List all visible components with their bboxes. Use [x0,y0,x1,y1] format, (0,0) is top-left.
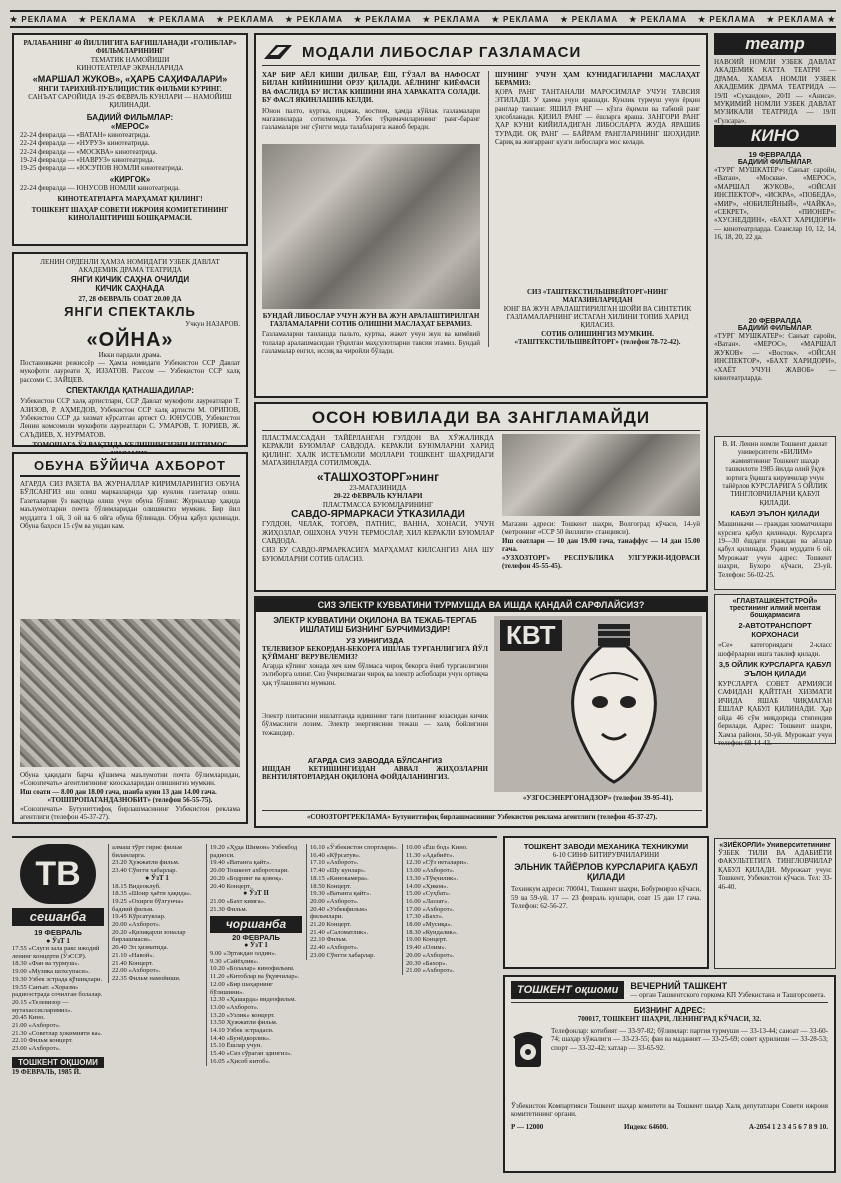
film-ad-title: «МАРШАЛ ЖУКОВ», «ҲАРБ САҲИФАЛАРИ» [32,73,228,84]
driver-body: КУРСЛАРГА СОВЕТ АРМИЯСИ САФИДАН ҚАЙТГАН ХИЗМАТИ ИЧИДА ЯШАБ ЧИҚМАГАН ЁШЛАР ҚАБУЛ ҚИЛИНАДИ. Ҳар ойда 46 сўм миқдорида стипендия берилади. Адрес: Тошкент шаҳри, Хамза райони, 50-уй. Мурожаат учун телефон 68-14-43. [718,680,832,747]
film-ad-film: «МЕРОС» [110,121,150,131]
energy-body1: ТЕЛЕВИЗОР БЕКОРДАН-БЕКОРГА ИШЛАБ ТУРГАНЛИГИГА ЙЎЛ ҚЎЙМАНГ ВЕРУВЕЛЕМИЗ? [262,645,488,662]
film-ad [12,33,248,246]
energy-body3: Электр плитасини ишлатганда идишнинг таги плитанинг юзасидан кичик бўлмаслиги лозим. Электр энергиясини тежаш — халқ бойлигини тежашдир. [262,711,488,737]
tv-schedule-item: 19.00 «Музика шохсупаси». [12,968,90,976]
university-small-head: «ЗИЁКОРЛИ» Университетининг [719,842,831,849]
transport-body: «Се» категориядаги 2-класс шофёрларни ишга таклиф қилади. [718,641,832,658]
driver-head: 3,5 ОЙЛИК КУРСЛАРГА ҚАБУЛ ЭЪЛОН ҚИЛАДИ [718,660,832,679]
household-hours: Иш соатлари — 10 дан 19.00 гача, танаффус — 14 дан 15.00 гача. [502,536,700,554]
university-small-ad [714,838,836,969]
tv-schedule-item: 23.20 Ҳужжатли фильм. [112,859,180,867]
subscription-footer: «Союзпечать» Бутуниттифоқ бирлашмасининг Узбекистон реклама агентлиги (телефон 45-37-27). [20,804,240,822]
reklama-label: ★ РЕКЛАМА [10,14,68,24]
tv-schedule-item: 22.10 Фильм. [310,936,348,944]
tv-schedule-item: 17.00 «Ахборот». [406,905,455,913]
tv-schedule-item: 23.00 «Ахборот». [12,1045,61,1053]
household-ad [254,402,708,592]
masthead-logo: ТОШКЕНТ оқшоми [511,981,624,999]
university-head: КАБУЛ ЭЪЛОН ҚИЛАДИ [730,509,820,519]
tv-schedule-item: 12.30 «Ҳашарда» видеофильм. [210,996,297,1004]
tv-col-3 [206,844,302,1066]
kino-banner: КИНО [714,125,836,147]
household-right [502,520,700,570]
fabrics-title: МОДАЛИ ЛИБОСЛАР ГАЗЛАМАСИ [302,43,582,61]
tv-schedule [306,844,398,960]
tv-schedule-item: 18.30 «Кундалик». [406,928,458,936]
tv-schedule-item: 21.30 «Советлар ҳокимияти ка». [12,1029,103,1037]
tv-schedule-item: 22.00 «Ахборот». [112,967,161,975]
reklama-label: ★ РЕКЛАМА [629,14,687,24]
film-ad-signature: ТОШКЕНТ ШАҲАР СОВЕТИ ИЖРОИЯ КОМИТЕТИНИНГ КИНОЛАШТИРИШ БОШҚАРМАСИ. [31,205,229,223]
tv-schedule-item: 23.00 Сўнгги хабарлар. [310,951,376,959]
reklama-label: ★ РЕКЛАМА [216,14,275,24]
tv-schedule-item: 20.30 «Бахор». [406,959,448,967]
technicum-sub: 6-10 СИНФ БИТИРУВЧИЛАРИНИ [552,851,660,859]
reklama-label: ★ РЕКЛАМА [697,14,756,24]
tv-schedule-item: 19.40 «Ватанга қайт». [210,859,272,867]
tv-schedule-item: 13.00 «Ахборот». [210,1003,259,1011]
tv-schedule-item: 20.00 «Ахборот». [310,897,359,905]
tv-schedule-item: 19.20 «Ҳуда Шимон» Узбекбод радиоси. [210,844,298,859]
household-items: ГУЛДОН, ЧЕЛАК, ТОГОРА, ПАТНИС, ВАННА, ХОНАСИ, УЧУН ЖИҲОЗЛАР, ОШХОНА УЧУН ТЕРМОСЛАР, ХИЛ КЕРАКЛИ БУЮМЛАР САВДОДА. [262,520,494,546]
tv-date: 19 ФЕВРАЛЬ [34,928,82,937]
tv-schedule-item: 16.05 «Ҳисоб китоб». [210,1057,271,1065]
energy-subhead2: АГАРДА СИЗ ЗАВОДДА БЎЛСАНГИЗ [307,755,443,765]
fabrics-header [262,39,700,66]
fabrics-left-col [262,71,480,370]
tv-wednesday: чоршанба [210,916,302,933]
fabrics-sign: СОТИБ ОЛИШИНГИЗ МУМКИН. [541,329,654,338]
tv-schedule-item: 19.30 «Ватанга қайт». [310,890,372,898]
energy-body4: ИШДАН КЕТИШИНГИЗДАН АВВАЛ ЖИҲОЗЛАРНИ ВЕНТИЛЯТОРЛАРДАН ОҚИЛОНА ФОЙДАЛАНИНГИЗ. [262,764,488,782]
household-org: «ТАШХОЗТОРГ»нинг [316,470,440,484]
tv-schedule [12,945,104,1053]
energy-banner: СИЗ ЭЛЕКТР КУВВАТИНИ ТУРМУШДА ВА ИШДА ҚАНДАЙ САРФЛАЙСИЗ? [256,598,706,612]
theater-novelty: ЯНГИ КИЧИК САҲНА ОЧИЛДИ [70,274,190,284]
tv-schedule-item: 18.30 «Фан ва турмуш». [12,960,80,968]
fabrics-col2-foot2: ЮНГ ВА ЖУН АРАЛАШТИРИЛГАН ШОЙИ ВА СИНТЕТИК ГАЗЛАМАЛАРНИНГ ИСТАГАН ХИЛИНИ ТОПИБ ХАРИД ҚИЛАСИЗ. [503,304,692,330]
tv-schedule-item: 21.20 Концерт. [310,921,352,929]
kino-list: «ТУРГ МУШКАТЕР»: Санъат саройи, «Ватан». «МЕРОС», «МАРШАЛ ЖУКОВ» — «Восток». «ОЙСАН ИНСПЕКТОР», «БАХТ ХАРИДОРИ», «ХАЁТ УЧУН ЖАВОБ» — кинотеатрларда. [714,332,836,383]
energy-footer: «СОЮЗТОРГРЕКЛАМА» Бутуниттифоқ бирлашмасининг Узбекистон реклама агентлиги (телефон 45-37-27). [262,810,702,821]
tv-schedule-item: 17.40 «Шу кунлар». [310,867,366,875]
theater-cast: Узбекистон ССР халқ артистлари, ССР Давлат мукофоти лауреатлари Т. АЗИЗОВ, Р. АҲМЕДОВ, Узбекистон ССР халқ артисти М. ОРИПОВ, Узбекистон ССР да хизмат кўрсатган артист О. ЮНУСОВ, Узбекистон Ленин комсомоли мукофоти лауреатлари С. УМАРОВ, Т. ЮРИЕВ, Ж. САЪДИЕВ, Х. НУРМАТОВ. [20,397,240,439]
tv-schedule-item: 21.00 «Ахборот». [406,967,455,975]
transport-head: «ГЛАВТАШКЕНТСТРОЙ» трестининг илмий монтаж бошқармасига [729,598,821,620]
energy-poster-label: КВТ [500,620,562,651]
kino-sub: БАДИИЙ ФИЛЬМЛАР. [737,159,813,166]
tv-logo: ТВ [20,844,96,904]
tv-schedule [402,844,496,975]
tv-channel-label: ● ЎзТ 1 [244,941,268,950]
masthead-title: ВЕЧЕРНИЙ ТАШКЕНТ [630,981,728,991]
tv-schedule-item: 16.40 «Кўрсатув». [310,851,361,859]
tv-schedule-item: 11.30 «Адабиёт». [406,851,455,859]
kino-sub: БАДИИЙ ФИЛЬМЛАР. [737,325,813,332]
tv-program [12,836,497,1176]
tv-schedule-item: 17.10 «Ахборот». [310,859,359,867]
subscription-hours: Иш соати — 8.00 дан 18.00 гача, шанба куни 13 дан 14.00 гача. [20,787,217,796]
film-ad-line: ЯНГИ ТАРИХИЙ-ПУБЛИЦИСТИК ФИЛЬМИ КУРИНГ. [38,84,222,93]
tv-schedule-item: 11.20 «Китоблар ва ўқувчилар». [210,973,300,981]
reklama-label: ★ РЕКЛАМА ★ [766,14,836,24]
subscription-photo-caption: Обуна ҳақидаги барча қўшимча маълумотни почта бўлимларидан, «Союзпечать» агентлигининг киоскаларидан олишингиз мумкин. [20,771,240,788]
film-ad-film: «КИРГОК» [109,174,151,184]
tv-schedule-item: 22.35 Фильм намойиши. [112,974,181,982]
film-ad-invite: КИНОТЕАТРЛАРГА МАРҲАМАТ ҚИЛИНГ! [57,195,203,204]
tv-schedule-item: 13.00 «Ахборот». [406,867,455,875]
masthead-phones: Телефонлар: котибият — 33-97-82; бўлимлар: партия турмуши — 33-13-44; саноат — 33-60-74; шаҳар хўжалиги — 33-23-55; фан ва маданият — 33-25-69; совет қурилиши — 33-28-53; спорт — 33-32-42; хатлар — 33-65-92. [551,1026,828,1052]
fabrics-col2: ҚОРА РАНГ ТАНТАНАЛИ МАРОСИМЛАР УЧУН ТАВСИЯ ЭТИЛАДИ. У ҳамма учун ярашади. Кунлик турмуш учун ёрқин ранглар танланг. ЯШИЛ РАНГ — кўзга ёқимли ва табиий ранг ҳисобланади. ҚИЗИЛ РАНГ — ёшларга яраша. ЗАНГОРИ РАНГ ҲАР КУНИ КИЙИЛАДИГАН ЛИБОСЛАРГА ЖУДА ЯРАШИБ ТУРАДИ. ОҚ РАНГ — БАЙРАМ РАНГЛАРИНИНГ ШОҲИДИР. Сариқ ва жигарранг кузги либосларга мос келади. [495,87,700,147]
household-store: 23-МАГАЗИНИДА [349,484,407,492]
energy-ad [254,596,708,828]
header-reklama-strip [10,10,836,28]
tv-schedule-item: 20.40 «Узбекфильм» фильмлари. [310,905,368,921]
film-ad-date: 22-24 февралда — «ВАТАН» кинотеатрида. [20,130,151,139]
household-fair: САВДО-ЯРМАРКАСИ ЎТКАЗИЛАДИ [291,509,465,521]
tv-schedule-item: 18.00 «Мусиқа». [406,921,453,929]
tv-schedule-item: 21.00 «Бахт кимга». [210,897,266,905]
masthead-index: Индекс 64600. [624,1122,669,1131]
technicum-head: ЭЛЬНИК ТАЙЁРЛОВ КУРСЛАРИГА ҚАБУЛ ҚИЛАДИ [514,862,698,883]
tv-schedule-item: 19.00 Концерт. [406,936,448,944]
household-photo [502,434,700,516]
tv-schedule-item: 21.10 «Навой». [112,951,155,959]
theater-genre: Икки пардали драма. [98,350,162,359]
university-ad [714,436,836,590]
teatr-banner: театр [714,33,836,55]
tv-footer-logo: ТОШКЕНТ ОҚШОМИ [12,1057,104,1068]
film-ad-section: БАДИИЙ ФИЛЬМЛАР: [86,112,174,122]
tv-schedule-item: 14.40 «Бунёдкорлик». [210,1034,271,1042]
film-ad-date: 22-24 февралда — «НУРУЗ» кинотеатрида. [20,139,150,148]
tv-schedule-item: 13.30 «Тўқчилик». [406,874,459,882]
fabrics-body: Юнон палто, куртка, пиджак, костюм, ҳамда кўйлак газламалари магазинларда сотилмоқда. Узбек тўқимачиларининг ранг-баранг газламалари энг сўнгги мода талабларига жавоб беради. [262,106,480,132]
tv-schedule-item: 18.35 «Шоир ҳаёти ҳақида». [112,890,192,898]
energy-contact: «УЗГОСЭНЕРГОНАДЗОР» (телефон 39-95-41). [522,794,674,802]
tv-schedule-item: 22.40 «Ахборот». [310,944,359,952]
subscription-body: АГАРДА СИЗ РАЗЕТА ВА ЖУРНАЛЛАР КИРИМЛАРИНГИЗ ОБУНА БЎЛСАНГИЗ иш олиш марказларида ҳар кунлик газеталар олиш. Газеталарни ўз вақтида олиш учун обуна бўлинг. Журналлар ҳақида маълумотларни почта бўлимларидан олишингиз мумкин. Бир йил муддатга 1 ой, 3 ой ва 6 ойга обуна бўлинади. Обуна қабул қилинади. Обуна баҳоси 15 сўм ва ундан кам. [20,480,240,531]
tv-schedule-item: 20.20 «Бодринг ва қовоқ». [210,874,284,882]
right-column [714,33,836,833]
household-dates: 20-22 ФЕВРАЛЬ КУНЛАРИ [333,492,423,501]
film-ad-date: 19-24 февралда — «НАВРУЗ» кинотеатрида. [20,156,155,165]
tv-schedule-item: 21.00 «Ахборот». [12,1022,61,1030]
subscription-contact: «ТОШПРОПАГАНДАЗНОБИТ» (телефон 56-55-75). [47,796,213,805]
tv-schedule-item: 16.00 «Лаззат». [406,897,450,905]
fabrics-right-col [488,71,700,347]
kino-list: «ТУРГ МУШКАТЕР»: Санъат саройи, «Ватан», «Москва». «МЕРОС», «МАРШАЛ ЖУКОВ», «ОЙСАН ИНСПЕКТОР», «ИСКРА», «ПОБЕДА», «МИР», «ЮБИЛЕЙНЫЙ», «ЧАЙКА», «СЕКРЕТ», «ПИОНЕР»: «ХУСНЕДДИН», «БАХТ ХАРИДОРИ» — кинотеатрларда. Сеанслар 10, 12, 14, 16, 18, 20, 22 да. [714,166,836,242]
film-ad-date: 19-25 февралда — «ЮСУПОВ НОМЛИ кинотеатрида. [20,164,184,173]
university-text: В. И. Ленин номли Тошкент давлат университети «БИЛИМ» жамиятининг Тошкент шаҳар ташкилоти 1985 йилда олий ўқув юртига ўқишга кирувчилар учун тайёрлов КУРСЛАРИГА 5 ОЙЛИК ТИНГЛОВЧИЛАРНИ ҚАБУЛ ҚИЛАДИ. [722,440,828,507]
tv-schedule-item: 9.30 «Сайёҳлик». [210,957,259,965]
subscription-caption [20,771,240,821]
theater-title: ЯНГИ СПЕКТАКЛЬ [64,304,196,320]
fabrics-photo-caption: БУНДАЙ ЛИБОСЛАР УЧУН ЖУН ВА ЖУН АРАЛАШТИРИЛГАН ГАЗЛАМАЛАРНИ СОТИБ ОЛИШНИ МАСЛАҲАТ БЕРАМИЗ. [262,311,480,329]
tv-schedule [108,844,202,983]
theater-org: ЛЕНИН ОРДЕНЛИ ҲАМЗА НОМИДАГИ УЗБЕК ДАВЛАТ АКАДЕМИК ДРАМА ТЕАТРИДА [40,258,220,275]
fabrics-photo [262,144,480,309]
household-left [262,434,494,564]
tv-schedule-item: 10.20 «Болалар» кинофильми. [210,965,295,973]
tv-schedule-item: 19.45 Кўрсатувлар. [112,913,166,921]
tv-schedule-item: 9.00 «Эртакдан олдин». [210,950,277,958]
tv-schedule-item: 12.00 «Бир шаҳарнинг бўлишини». [210,980,273,996]
tv-schedule-item: 21.30 Фильм. [210,905,248,913]
energy-question: ЭЛЕКТР КУВВАТИНИ ОҚИЛОНА ВА ТЕЖАБ-ТЕРГАБ ИШЛАТИШ БИЗНИНГ БУРЧИМИЗДИР! [273,616,477,634]
household-contact: «УЗХОЗТОРГ» РЕСПУБЛИКА УЛГУРЖИ-ИДОРАСИ (телефон 45-55-45). [502,553,700,571]
theater-credits: Постановкачи режиссёр — Ҳамза номидаги Узбекистон ССР Давлат мукофоти лауреати Ҳ. ИЗЗАТОВ. Рассом — Узбекистон ССР халқ рассоми С. ЗАЙЦЕВ. [20,359,240,384]
energy-poster [494,616,702,792]
theater-cast-title: СПЕКТАКЛДА ҚАТНАШАДИЛАР: [66,386,194,396]
tv-schedule-item: 15.00 «Суҳбат». [406,890,451,898]
fabrics-intro: ХАР БИР АЁЛ КИШИ ДИЛБАР, ЁШ, ГЎЗАЛ ВА НАФОСАТ БИЛАН КИЙИНИШНИ ОРЗУ ҚИЛАДИ. АЁЛНИНГ КИЁФАСИ ВА ФАСЛИДА БУ ИСТАК КИШИНИ ЯНА ХАРАКАТГА СОЛАДИ. БУ ФАСЛ ЯКИНЛАШИБ КЕЛДИ. [262,71,480,105]
reklama-label: ★ РЕКЛАМА [422,14,481,24]
film-ad-date: 22-24 февралда — «МОСКВА» кинотеатрида. [20,147,158,156]
tv-schedule-item: 14.00 «Ҳикоя». [406,882,449,890]
reklama-label: ★ РЕКЛАМА [285,14,343,24]
tv-schedule-item: 13.20 «Узлик» концерт. [210,1011,275,1019]
tv-channel-label: ● ЎзТ 1 [145,873,169,882]
reklama-label: ★ РЕКЛАМА [147,14,206,24]
transport-ad [714,594,836,747]
tv-channel-label: ● ЎзТ 1 [46,937,70,945]
film-ad-date: 22-24 февралда — ЮНУСОВ НОМЛИ кинотеатрида. [20,183,180,192]
technicum-ad [503,836,709,969]
film-ad-line: ТЕМАТИК НАМОЙИШИ [90,55,170,64]
telephone-icon [511,1027,545,1071]
masthead-issue: Р — 12000 [511,1122,544,1131]
theater-stage: КИЧИК САҲНАДА [95,283,165,293]
film-ad-line: КИНОТЕАТРЛАР ЭКРАНЛАРИДА [76,64,184,73]
tv-schedule-item: 20.40 Концерт. [210,882,252,890]
masthead-contacts [511,1027,828,1099]
reklama-label: ★ РЕКЛАМА [78,14,137,24]
tv-schedule-item: 20.00 Тошкент ахборотлари. [210,867,289,875]
tv-schedule-item: 16.10 «Ўзбекистон спортлари». [310,844,398,851]
masthead-notice: Ўзбекистон Компартияси Тошкент шаҳар комитети ва Тошкент шаҳар Халқ депутатлари Совети ижроия комитетининг органи. [511,1101,828,1119]
tv-schedule-item: 18.15 Видеоклуб. [112,882,161,890]
film-ad-intro: РАЛАБАНИНГ 40 ЙИЛЛИГИГА БАҒИШЛАНАДИ «ГОЛИБЛАР» ФИЛЬМЛАРИНИНГ [23,39,237,56]
tv-schedule-item: 17.30 «Бахт». [406,913,444,921]
theater-date: 27, 28 ФЕВРАЛЬ СОАТ 20.00 ДА [78,294,182,303]
tv-schedule [210,942,302,1065]
teatr-text: НАВОИЙ НОМЛИ УЗБЕК ДАВЛАТ АКАДЕМИК КАТТА ТЕАТРИ — ДРАМА. ХАМЗА НОМЛИ УЗБЕК АКАДЕМИК ДРАМА ТЕАТРИДА — 19/II «Сухандон», 20/II — «Аниса». МУҚИМИЙ НОМЛИ УЗБЕК ДАВЛАТ МУЗИКАЛИ ТЕАТРИДА — 19/II «Гулсара». [714,58,836,125]
tv-schedule-item: 20.00 «Ахборот». [406,951,455,959]
tv-schedule-item: 19.40 «Олим». [406,944,447,952]
tv-schedule-item: 20.00 «Ахборот». [112,921,161,929]
masthead-footer [511,1123,828,1131]
tv-schedule-item: 20.45 Кино. [12,1014,45,1022]
tv-schedule-item: 15.40 «Сиз сўраган эдингиз». [210,1050,292,1058]
fabrics-contact: «ТАШТЕКСТИЛЬШВЕЙТОРГ» (телефон 78-72-42). [514,338,681,347]
tv-schedule-item: 13.50 Ҳужжатли фильм. [210,1019,278,1027]
masthead-address: 700017, ТОШКЕНТ ШАҲРИ, ЛЕНИНГРАД КЎЧАСИ, 32. [577,1015,762,1024]
tv-channel-label: ● ЎзТ II [243,889,269,898]
fabrics-logo-icon [262,41,294,63]
tv-schedule-item: 21.40 Концерт. [112,959,154,967]
masthead [503,975,836,1173]
subscription-title: ОБУНА БЎЙИЧА АХБОРОТ [20,458,240,477]
tv-schedule-item: 18.15 «Кинокамера». [310,874,369,882]
tv-schedule-item: 19.55 Санъат. «Хоразм» радиоэстрада сочилган болалар. [12,983,103,999]
tv-schedule-item: 12.30 «Сўз неталари». [406,859,469,867]
tv-wed-date: 20 ФЕВРАЛЬ [232,933,280,943]
energy-body2: Агарда кўпинг хонада хеч ким бўлмаса чироқ бекорга ёниб турганлигини эътиборга олинг. Сиз ўчирилмаган чироқ ва электр асбоблари учун ортиқча ҳақ тўлашингиз мумкин. [262,661,488,687]
university-small-body: ЎЗБЕК ТИЛИ ВА АДАБИЁТИ ФАКУЛЬТЕТИГА ТИНГЛОВЧИЛАР ҚАБУЛ ҚИЛАДИ. Мурожаат учун: Тошкент, Узбекистон кўчаси. Тел: 33-46-40. [718,849,832,891]
tv-schedule [210,844,302,913]
tv-schedule-item: 15.10 Ёшлар учун. [210,1042,262,1050]
masthead-sub: — орган Ташкентского горкома КП Узбекистана и Ташгорсовета. [630,991,826,999]
tv-schedule-item: 20.20 «Қизиқарли зоналар бирлашмаси». [112,928,186,944]
transport-sub: 2-АВТОТРАНСПОРТ КОРХОНАСИ [738,621,812,640]
theater-footer: ТОМОШАГА ЎЗ ВАҚТИДА КЕЛИШИНГИЗНИ ИЛТИМОС [32,441,228,450]
tv-schedule-item: 10.00 «Ёш бод» Кино. [406,844,468,851]
university-body: Машинкачи — граждан хизматчилари курсига қабул қилинади. Курсларга 19—30 ёшдаги граждан ва аёллар қабул қилинади. Ўқиш муддати 6 ой. Мурожаат учун адрес: Тошкент шаҳри, Бухоро кўчаси, 23-уй. Телефон: 56-02-25. [718,520,832,579]
tv-col-1 [12,844,104,1076]
fabrics-ad [254,33,708,398]
kino-date: 19 ФЕВРАЛДА [748,150,802,159]
tv-schedule-item: 14.10 Узбек эстрадаси. [210,1027,274,1035]
tv-schedule-item: 20.40 Эл ҳизматида. [112,944,169,952]
fabrics-col1: Газламаларни танлашда пальто, куртка, жакет учун жун ва кимёвий толалар аралашмасидан тўқилган маҳсулотларни тавсия этамиз. Бундай газламалар енгил, иссиқ ва чиройли бўлади. [262,330,480,356]
fabrics-col2-foot: СИЗ «ТАШТЕКСТИЛЬШВЕЙТОРГ»НИНГ МАГАЗИНЛАРИДАН [526,287,669,305]
energy-subhead: УЗ УИНИГИЗДА [346,636,404,645]
fabrics-col2-head: ШУНИНГ УЧУН ҲАМ КУНИДАГИЛАРНИ МАСЛАҲАТ БЕРАМИЗ: [495,71,700,88]
tv-schedule-item: 20.15 «Телевизор — мутахассисларимиз». [12,998,73,1014]
tv-weekday: сешанба [12,908,104,926]
household-body: ПЛАСТМАССАДАН ТАЙЁРЛАНГАН ГУЛДОН ВА ХЎЖАЛИКДА КЕРАКЛИ БУЮМЛАР САВДОДА. КЕРАКЛИ БУЮМЛАРНИ ХАРИД ҚИЛИНГ. ХАЛК ИСТЕЪМОЛИ МОЛЛАРИ ТОШКЕНТ ШАҲРИДАГИ МАГАЗИНЛАРДА СОТИЛМОҚДА. [262,434,494,468]
tv-schedule-item: 18.50 Концерт. [310,882,352,890]
tv-schedule-item: 19.30 Узбек эстрада қўшиқлари. [12,975,103,983]
theater-play-title: «ОЙНА» [86,328,174,351]
theater-ad [12,252,248,450]
masthead-header [511,981,828,1003]
reklama-label: ★ РЕКЛАМА [560,14,619,24]
tv-schedule-item: 21.40 «Саломатлик». [310,928,369,936]
household-title: ОСОН ЮВИЛАДИ ВА ЗАНГЛАМАЙДИ [262,408,700,431]
kino-date: 20 ФЕВРАЛДА [748,316,802,325]
household-address: Магазин адреси: Тошкент шаҳри, Волгоград кўчаси, 14-уй (метронинг «ССР 50 йиллиги» станцияси). [502,520,700,537]
tv-schedule-item: 17.55 «Слуги зала ракс ижодий ленинг концерти (ЎзССР). [12,945,100,960]
tv-schedule-item: 19.25 «Охирги бўлгунча» бадиий фильм. [112,897,184,913]
reklama-label: ★ РЕКЛАМА [491,14,550,24]
tv-schedule-item: 22.10 Фильм концерт. [12,1037,73,1045]
masthead-editor-label: БИЗНИНГ АДРЕС: [633,1006,706,1016]
subscription-photo [20,619,240,767]
reklama-label: ★ РЕКЛАМА [353,14,412,24]
tv-schedule-item: 23.40 Сўнгги хабарлар. [112,867,178,875]
tv-footer-date: 19 ФЕВРАЛЬ, 1985 Й. [12,1067,81,1076]
household-event: ПЛАСТМАССА БУЮМЛАРИНИНГ [322,500,434,509]
energy-text-col [262,616,488,782]
subscription-ad [12,452,248,824]
masthead-code: А-2054 1 2 3 4 5 6 7 8 9 10. [748,1122,828,1131]
theater-author: Учкун НАЗАРОВ. [185,320,240,329]
light-bulb-icon [554,622,674,788]
tv-schedule-item: алмаш тўрт гирис фильм биланларга. [112,844,182,859]
film-ad-line: САНЪАТ САРОЙИДА 19-25 ФЕВРАЛЬ КУНЛАРИ — НАМОЙИШ ҚИЛИНАДИ. [28,93,232,110]
household-invite: СИЗ БУ САВДО-ЯРМАРКАСИГА МАРҲАМАТ КИЛСАНГИЗ АНА ШУ БУЮМЛАРНИ СОТИБ ОЛАСИЗ. [262,546,494,563]
technicum-org: ТОШКЕНТ ЗАВОДИ МЕХАНИКА ТЕХНИКУМИ [523,842,689,851]
technicum-body: Техникум адреси: 700041, Тошкент шаҳри, Бобурмирзо кўчаси, 59 ва 59-уй. 17 — 23 февраль кунлари, соат 15 дан 17 гача. Телефон: 62-56-27. [511,885,701,911]
